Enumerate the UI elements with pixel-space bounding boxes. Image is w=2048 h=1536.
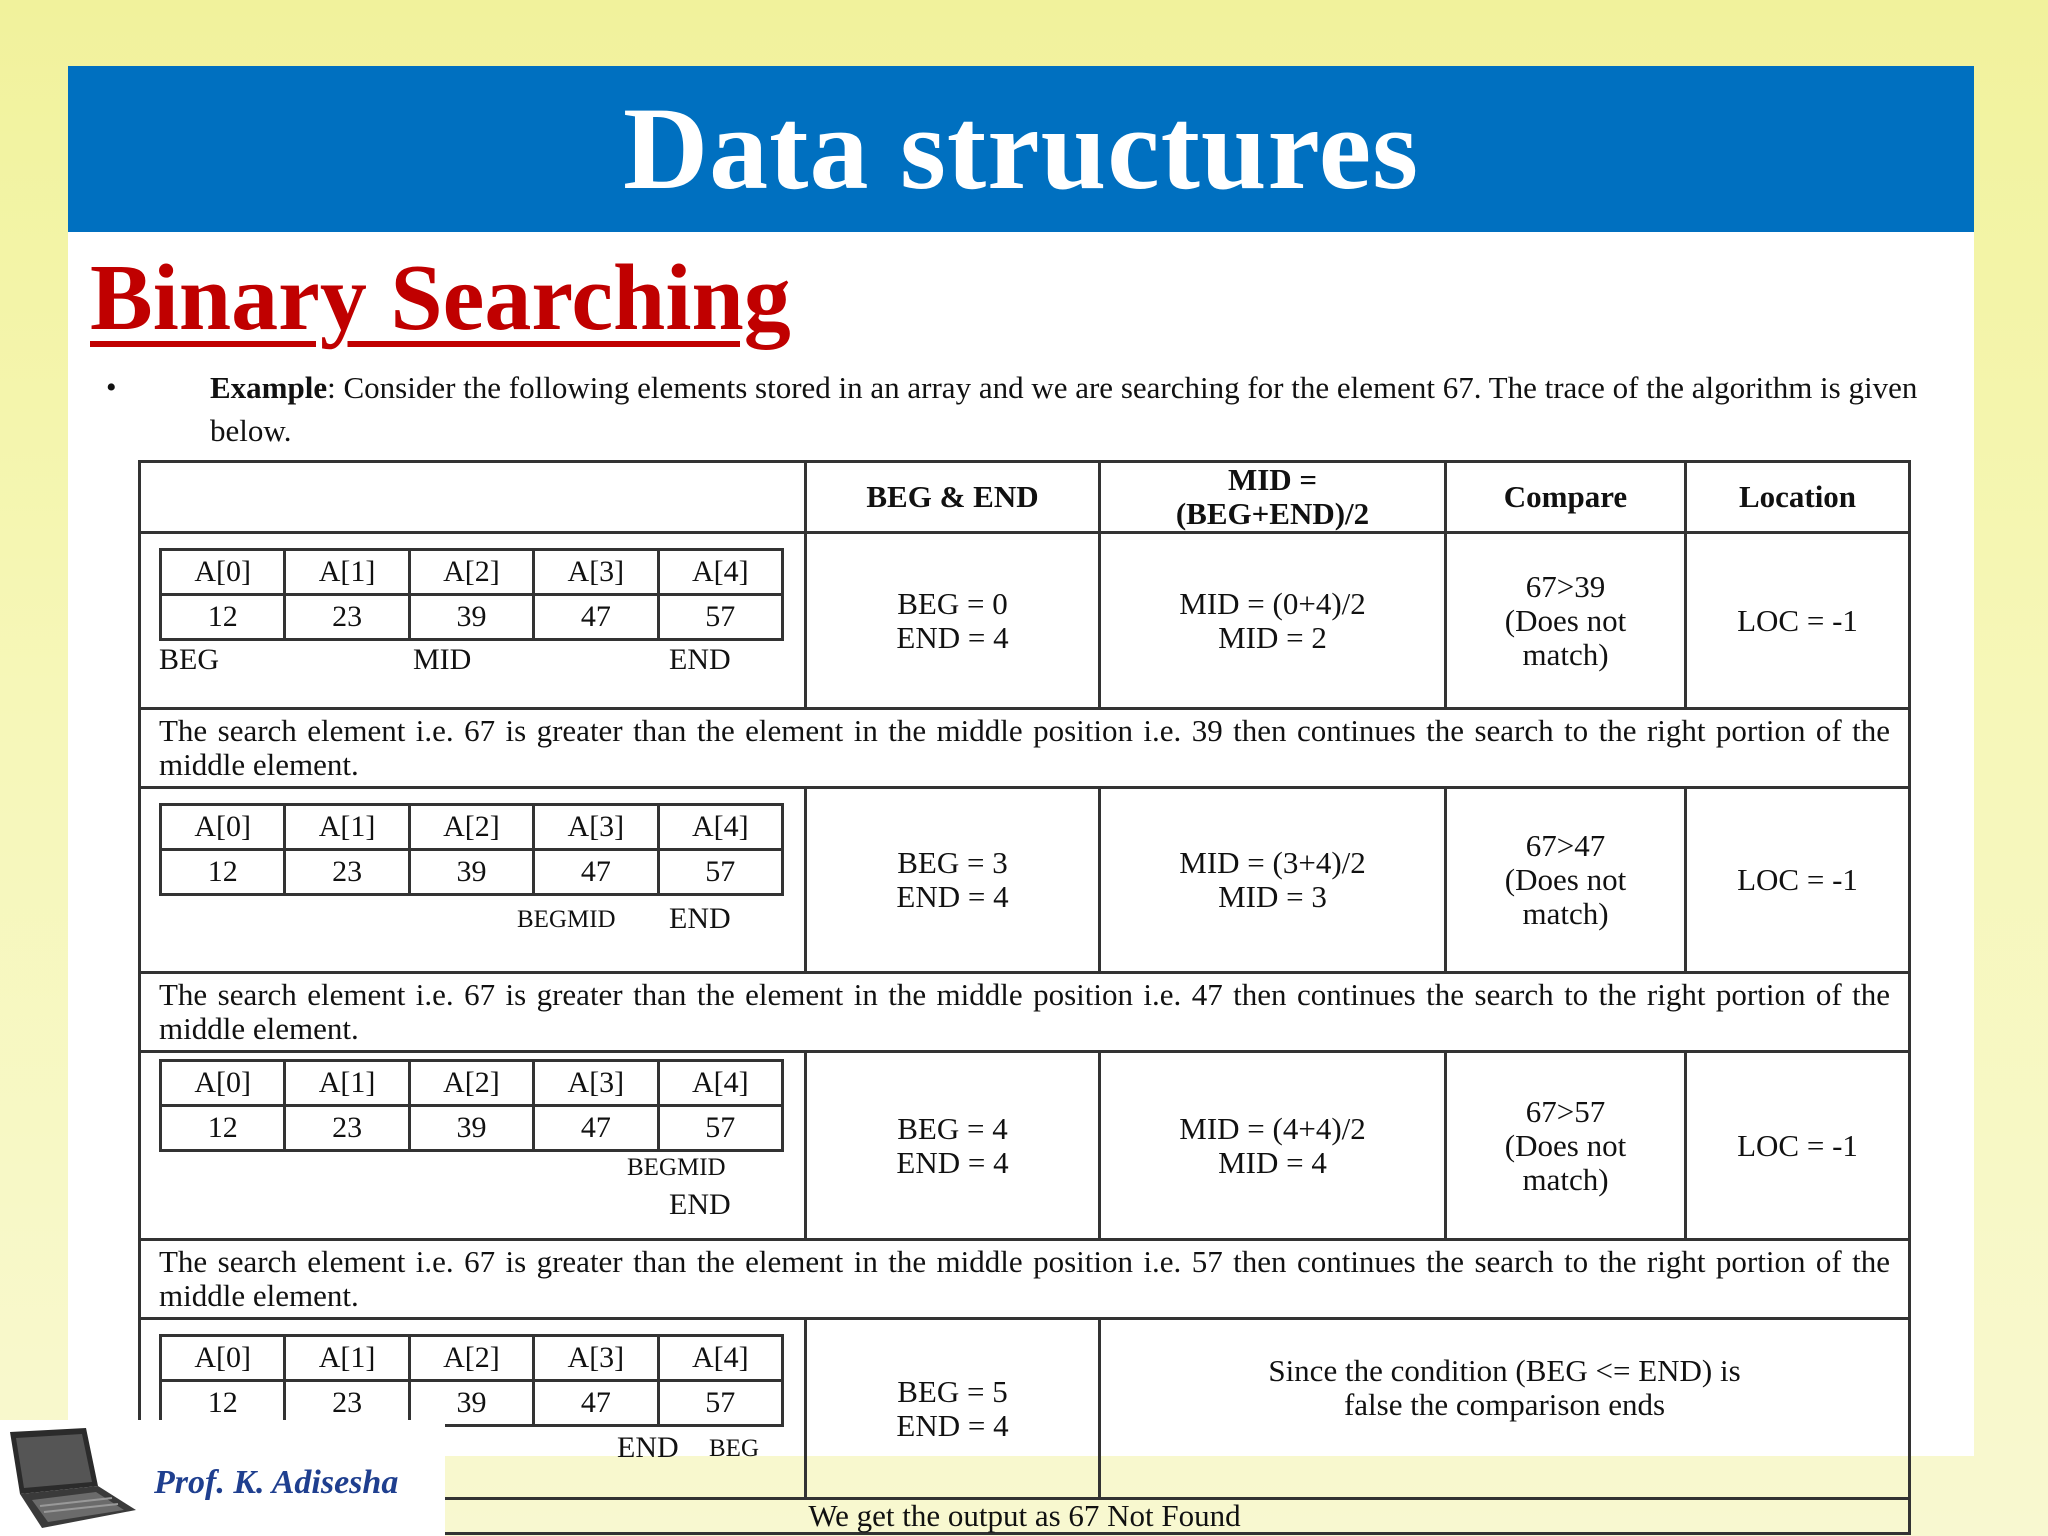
pointer-labels [159, 896, 784, 956]
step-note: The search element i.e. 67 is greater than the element in the middle position i.e. 39 then continues the search to the right portion of the middle element. [140, 709, 1910, 788]
compare-cell: 67>57 (Does not match) [1446, 1052, 1686, 1240]
section-heading: Binary Searching [90, 246, 791, 350]
step-note: The search element i.e. 67 is greater than the element in the middle position i.e. 47 then continues the search to the right portion of the middle element. [140, 973, 1910, 1052]
location-cell: LOC = -1 [1686, 788, 1910, 973]
end-pointer: END [669, 643, 731, 676]
location-cell: LOC = -1 [1686, 1052, 1910, 1240]
end-pointer: END [669, 1188, 731, 1221]
note-row [140, 973, 1910, 1052]
header-compare: Compare [1446, 462, 1686, 533]
header-array [140, 462, 806, 533]
pointer-labels [159, 1152, 784, 1232]
intro-text: : Consider the following elements stored in an array and we are searching for the element 67. The trace of the algorithm is given below. [210, 370, 1918, 448]
step-row [140, 533, 1910, 709]
header-row [140, 462, 1910, 533]
header-mid: MID = (BEG+END)/2 [1100, 462, 1446, 533]
author-name: Prof. K. Adisesha [154, 1464, 399, 1501]
beg-end-cell: BEG = 3 END = 4 [806, 788, 1100, 973]
array-table: A[0] A[1] A[2] A[3] A[4] 12 23 39 47 57 [159, 548, 784, 641]
begmid-pointer: BEGMID [517, 906, 616, 933]
end-pointer: END [617, 1431, 679, 1464]
array-table: A[0] A[1] A[2] A[3] A[4] 12 23 39 47 57 [159, 803, 784, 896]
header-beg-end: BEG & END [806, 462, 1100, 533]
compare-cell: 67>39 (Does not match) [1446, 533, 1686, 709]
beg-end-cell: BEG = 5 END = 4 [806, 1319, 1100, 1499]
mid-cell: MID = (4+4)/2 MID = 4 [1100, 1052, 1446, 1240]
beg-pointer: BEG [159, 643, 219, 676]
slide-title: Data structures [622, 83, 1420, 214]
beg-end-cell: BEG = 4 END = 4 [806, 1052, 1100, 1240]
bullet-icon: • [106, 371, 117, 404]
step-row [140, 1052, 1910, 1240]
mid-cell: MID = (3+4)/2 MID = 3 [1100, 788, 1446, 973]
mid-cell: MID = (0+4)/2 MID = 2 [1100, 533, 1446, 709]
array-cell [140, 1052, 806, 1240]
location-cell: LOC = -1 [1686, 533, 1910, 709]
note-row [140, 1240, 1910, 1319]
step-row [140, 788, 1910, 973]
trace-table [138, 460, 1911, 1535]
intro-lead: Example [210, 370, 328, 405]
conclusion-cell: Since the condition (BEG <= END) is false the comparison ends [1100, 1319, 1910, 1499]
footer [0, 1420, 445, 1536]
result-text: We get the output as 67 Not Found [140, 1499, 1910, 1534]
intro-paragraph [106, 366, 1946, 452]
array-cell [140, 788, 806, 973]
array-table: A[0] A[1] A[2] A[3] A[4] 12 23 39 47 57 [159, 1059, 784, 1152]
end-pointer: END [669, 902, 731, 935]
pointer-labels [159, 641, 784, 701]
array-cell [140, 533, 806, 709]
array-table: A[0] A[1] A[2] A[3] A[4] 12 23 39 47 57 [159, 1334, 784, 1427]
compare-cell: 67>47 (Does not match) [1446, 788, 1686, 973]
mid-pointer: MID [413, 643, 472, 676]
header-location: Location [1686, 462, 1910, 533]
beg-end-cell: BEG = 0 END = 4 [806, 533, 1100, 709]
laptop-icon [2, 1424, 142, 1534]
step-note: The search element i.e. 67 is greater than the element in the middle position i.e. 57 then continues the search to the right portion of the middle element. [140, 1240, 1910, 1319]
note-row [140, 709, 1910, 788]
begmid-pointer: BEGMID [627, 1154, 726, 1181]
title-banner [68, 66, 1974, 232]
beg-pointer: BEG [709, 1435, 759, 1462]
